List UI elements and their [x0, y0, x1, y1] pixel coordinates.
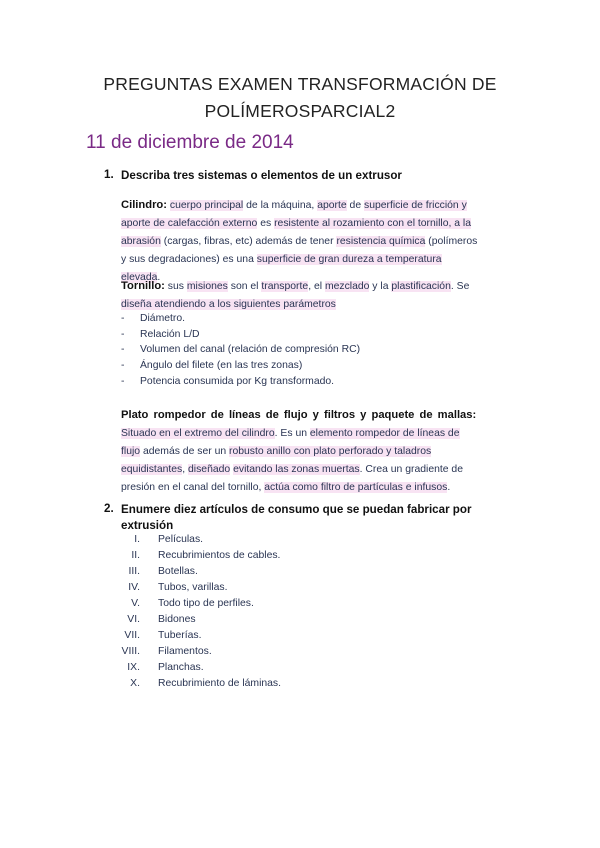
- item-text: Películas.: [158, 534, 204, 545]
- list-item: [0, 676, 600, 692]
- text: es: [257, 218, 275, 229]
- roman-numeral: IV.: [128, 582, 140, 593]
- cilindro-label: Cilindro:: [121, 199, 167, 211]
- highlight: diseña atendiendo a los siguientes parámetros: [121, 299, 336, 310]
- highlight: misiones: [186, 281, 228, 292]
- highlight: cuerpo principal: [169, 200, 244, 211]
- bullet-text: Ángulo del filete (en las tres zonas): [140, 360, 303, 371]
- text: . Crea un gradiente de presión en el canal del tornillo,: [121, 464, 463, 493]
- roman-numeral: VI.: [127, 614, 140, 625]
- item-text: Botellas.: [158, 566, 198, 577]
- text: ,: [182, 464, 189, 475]
- document-title-line-1: PREGUNTAS EXAMEN TRANSFORMACIÓN DE: [103, 74, 497, 94]
- roman-numeral: III.: [128, 566, 140, 577]
- highlight: actúa como filtro de partículas e infusos: [264, 482, 448, 493]
- highlight: resistencia química: [336, 236, 426, 247]
- text: de la máquina,: [243, 200, 318, 211]
- highlight: plastificación: [391, 281, 451, 292]
- bullet-text: Relación L/D: [140, 329, 200, 340]
- text: . Es un: [274, 428, 310, 439]
- item-text: Recubrimientos de cables.: [158, 550, 281, 561]
- list-item: [0, 628, 600, 644]
- item-text: Tuberías.: [158, 630, 202, 641]
- bullet-dash: -: [121, 344, 125, 355]
- highlight: resistente al rozamiento con el tornillo, a la abrasión: [121, 218, 472, 247]
- item-text: Todo tipo de perfiles.: [158, 598, 254, 609]
- roman-numeral: X.: [130, 678, 140, 689]
- bullet-text: Potencia consumida por Kg transformado.: [140, 376, 335, 387]
- text: (cargas, fibras, etc) además de tener: [160, 236, 337, 247]
- list-item: [0, 660, 600, 676]
- text: son el: [227, 281, 262, 292]
- text: .: [157, 272, 161, 283]
- list-item: [0, 564, 600, 580]
- list-item: [0, 580, 600, 596]
- text: . Se: [450, 281, 470, 292]
- item-text: Recubrimiento de láminas.: [158, 678, 282, 689]
- item-text: Filamentos.: [158, 646, 212, 657]
- item-text: Tubos, varillas.: [158, 582, 228, 593]
- plato-paragraph: [121, 406, 481, 497]
- list-item: [0, 644, 600, 660]
- highlight: elemento rompedor de líneas de flujo: [121, 428, 460, 457]
- highlight: en el extremo del cilindro: [156, 428, 275, 439]
- highlight: superficie de gran dureza a temperatura elevada: [121, 254, 442, 283]
- highlight: mezclado: [324, 281, 370, 292]
- bullet-dash: -: [121, 329, 125, 340]
- list-item: [0, 596, 600, 612]
- question-text: Enumere diez artículos de consumo que se puedan fabricar por extrusión: [121, 503, 472, 532]
- plato-label: Plato rompedor de líneas de flujo y filtros y paquete de mallas:: [121, 409, 477, 421]
- highlight: evitando las zonas muertas: [233, 464, 360, 475]
- text: sus: [164, 281, 187, 292]
- highlight: transporte: [261, 281, 309, 292]
- highlight: Situado: [121, 428, 157, 439]
- question-text: Describa tres sistemas o elementos de un extrusor: [121, 169, 402, 182]
- roman-numeral: I.: [134, 534, 140, 545]
- document-date: 11 de diciembre de 2014: [86, 132, 294, 153]
- document-title-line-2: POLÍMEROSPARCIAL2: [204, 101, 396, 121]
- list-item: [0, 548, 600, 564]
- list-item: [0, 612, 600, 628]
- text: , el: [308, 281, 325, 292]
- cilindro-paragraph: [121, 196, 481, 287]
- roman-numeral: VIII.: [121, 646, 140, 657]
- highlight: diseñado: [188, 464, 231, 475]
- text: (polímeros y sus degradaciones) es una: [121, 236, 478, 265]
- text: de: [346, 200, 364, 211]
- text: .: [447, 482, 451, 493]
- question-number: 1.: [104, 168, 114, 181]
- tornillo-paragraph: [121, 277, 481, 314]
- highlight: aporte: [317, 200, 347, 211]
- roman-numeral: VII.: [124, 630, 140, 641]
- roman-numeral: II.: [131, 550, 140, 561]
- text: y la: [369, 281, 392, 292]
- text: además de ser un: [140, 446, 230, 457]
- bullet-text: Volumen del canal (relación de compresión RC): [140, 344, 361, 355]
- bullet-dash: -: [121, 360, 125, 371]
- highlight: robusto anillo con plato perforado y taladros equidistantes: [121, 446, 432, 475]
- item-text: Planchas.: [158, 662, 204, 673]
- list-item: [0, 532, 600, 548]
- bullet-dash: -: [121, 313, 125, 324]
- bullet-dash: -: [121, 376, 125, 387]
- roman-numeral: IX.: [127, 662, 140, 673]
- highlight: superficie de fricción y aporte de calefacción externo: [121, 200, 467, 229]
- question-number: 2.: [104, 502, 114, 515]
- bullet-text: Diámetro.: [140, 313, 186, 324]
- tornillo-label: Tornillo:: [121, 280, 165, 292]
- roman-numeral: V.: [131, 598, 140, 609]
- item-text: Bidones: [158, 614, 196, 625]
